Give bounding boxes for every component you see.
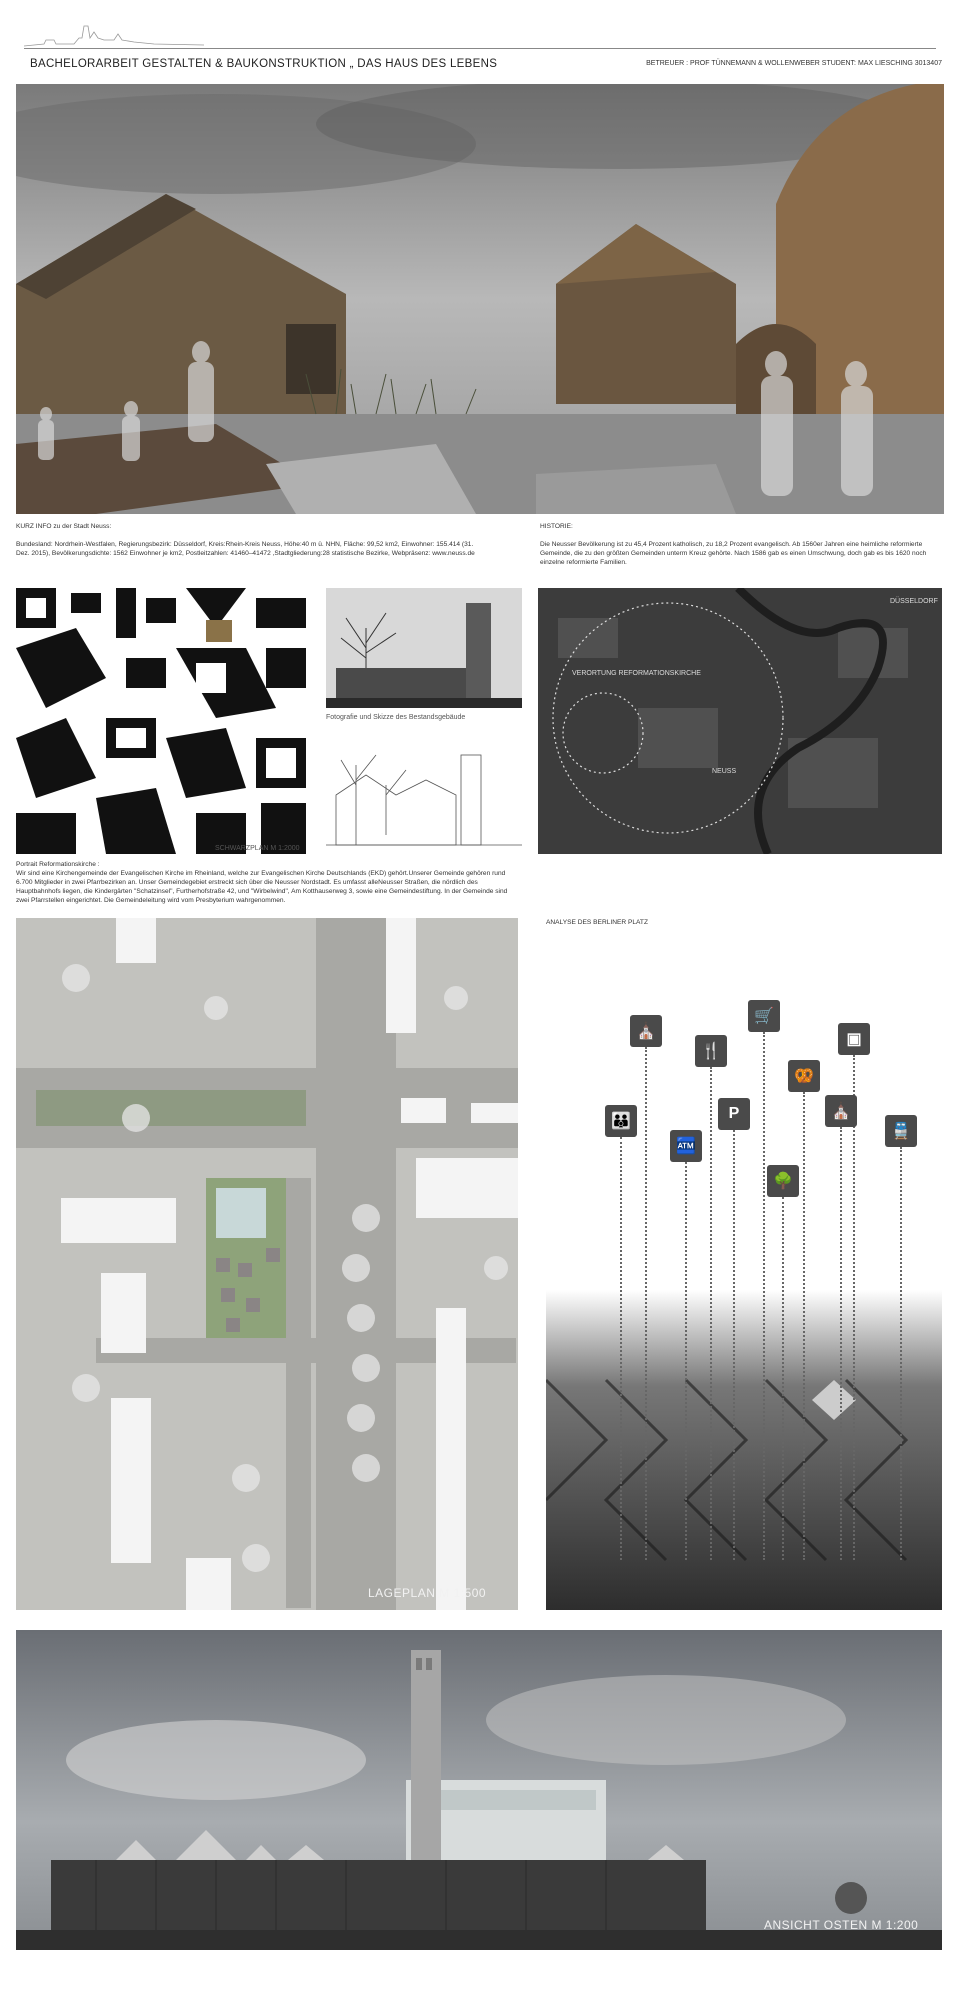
analysis-aerial <box>546 1290 942 1610</box>
historie-title: HISTORIE: <box>540 523 573 530</box>
photo-caption: Fotografie und Skizze des Bestandsgebäude <box>326 714 466 721</box>
parking-icon: P <box>718 1098 750 1130</box>
header-rule <box>24 48 936 49</box>
poi-dotted-line <box>620 1137 622 1560</box>
skyline-sketch <box>24 18 204 48</box>
restaurant-icon: 🍴 <box>695 1035 727 1067</box>
east-elevation <box>16 1630 942 1950</box>
historie-text: Die Neusser Bevölkerung ist zu 45,4 Prozent katholisch, zu 18,2 Prozent evangelisch. Ab 1560er Jahren eine heimliche reformierte Gemeinde, die zu den größten Gemeinden unterm Kreuz gehörte. Nach 1586 gab es einen Umschwung, doch gab es bis 1620 noch einzelne reformierte Familien. <box>540 541 927 566</box>
site-plan <box>16 918 518 1610</box>
existing-building-sketch <box>326 735 522 853</box>
schwarzplan <box>16 588 306 854</box>
poi-dotted-line <box>733 1130 735 1560</box>
header-title: BACHELORARBEIT GESTALTEN & BAUKONSTRUKTION „ DAS HAUS DES LEBENS <box>30 58 498 70</box>
shopping-cart-icon: 🛒 <box>748 1000 780 1032</box>
map-label-verortung: VERORTUNG REFORMATIONSKIRCHE <box>572 670 701 677</box>
map-label-dusseldorf: DÜSSELDORF <box>890 598 938 605</box>
analyse-title: ANALYSE DES BERLINER PLATZ <box>546 919 648 926</box>
poi-dotted-line <box>840 1127 842 1560</box>
church-icon: ⛪ <box>630 1015 662 1047</box>
map-label-neuss: NEUSS <box>712 768 737 775</box>
portrait-text: Wir sind eine Kirchengemeinde der Evangelischen Kirche im Rheinland, welche zur Evangelischen Kirche Deutschlands (EKD) gehört.Unserer Gemeinde gehören rund 6.700 Mitglieder in zwei Pfarrbezirken an. Unser Gemeindegebiet erstreckt sich über die Neusser Nordstadt. Es umfasst alleNeusser Straßen, die nördlich des Hauptbahnhofs liegen, die Kindergärten "Schatzinsel", Furtherhofstraße 42, und "Wirbelwind", Am Kotthauserweg 3, sowie eine Gemeindestiftung. In der Gemeinde sind zwei Pfarrstellen eingerichtet. Die Gemeindeleitung wird vom Presbyterium wahrgenommen. <box>16 870 508 904</box>
locator-map <box>538 588 942 854</box>
poi-dotted-line <box>685 1162 687 1560</box>
elevation-label: ANSICHT OSTEN M 1:200 <box>764 1918 919 1932</box>
park-bench-icon: 🌳 <box>767 1165 799 1197</box>
kurz-info-text: Bundesland: Nordrhein-Westfalen, Regierungsbezirk: Düsseldorf, Kreis:Rhein-Kreis Neuss, Höhe:40 m ü. NHN, Fläche: 99,52 km2, Einwohner: 155.414 (31. Dez. 2015), Bevölkerungsdichte: 1562 Einwohner je km2, Postleitzahlen: 41460–41472 ,Stadtgliederung:28 statistische Bezirke, Webpräsenz: www.neuss.de <box>16 541 475 557</box>
poi-dotted-line <box>803 1092 805 1560</box>
atm-icon: 🏧 <box>670 1130 702 1162</box>
schwarzplan-label: SCHWARZPLAN M 1:2000 <box>215 845 300 852</box>
portrait-title: Portrait Reformationskirche : <box>16 861 100 868</box>
poi-dotted-line <box>710 1067 712 1560</box>
poi-dotted-line <box>763 1032 765 1560</box>
poi-dotted-line <box>900 1147 902 1560</box>
poi-dotted-line <box>782 1197 784 1560</box>
hero-rendering <box>16 84 944 514</box>
church-icon-2: ⛪ <box>825 1095 857 1127</box>
poi-dotted-line <box>853 1055 855 1560</box>
family-icon: 👪 <box>605 1105 637 1137</box>
vending-icon: ▣ <box>838 1023 870 1055</box>
poi-dotted-line <box>645 1047 647 1560</box>
kurz-info-title: KURZ INFO zu der Stadt Neuss: <box>16 523 112 530</box>
header-credits: BETREUER : PROF TÜNNEMANN & WOLLENWEBER STUDENT: MAX LIESCHING 3013407 <box>646 60 942 67</box>
train-icon: 🚆 <box>885 1115 917 1147</box>
bakery-icon: 🥨 <box>788 1060 820 1092</box>
site-plan-label: LAGEPLAN M 1:500 <box>368 1586 487 1600</box>
existing-building-photo <box>326 588 522 708</box>
